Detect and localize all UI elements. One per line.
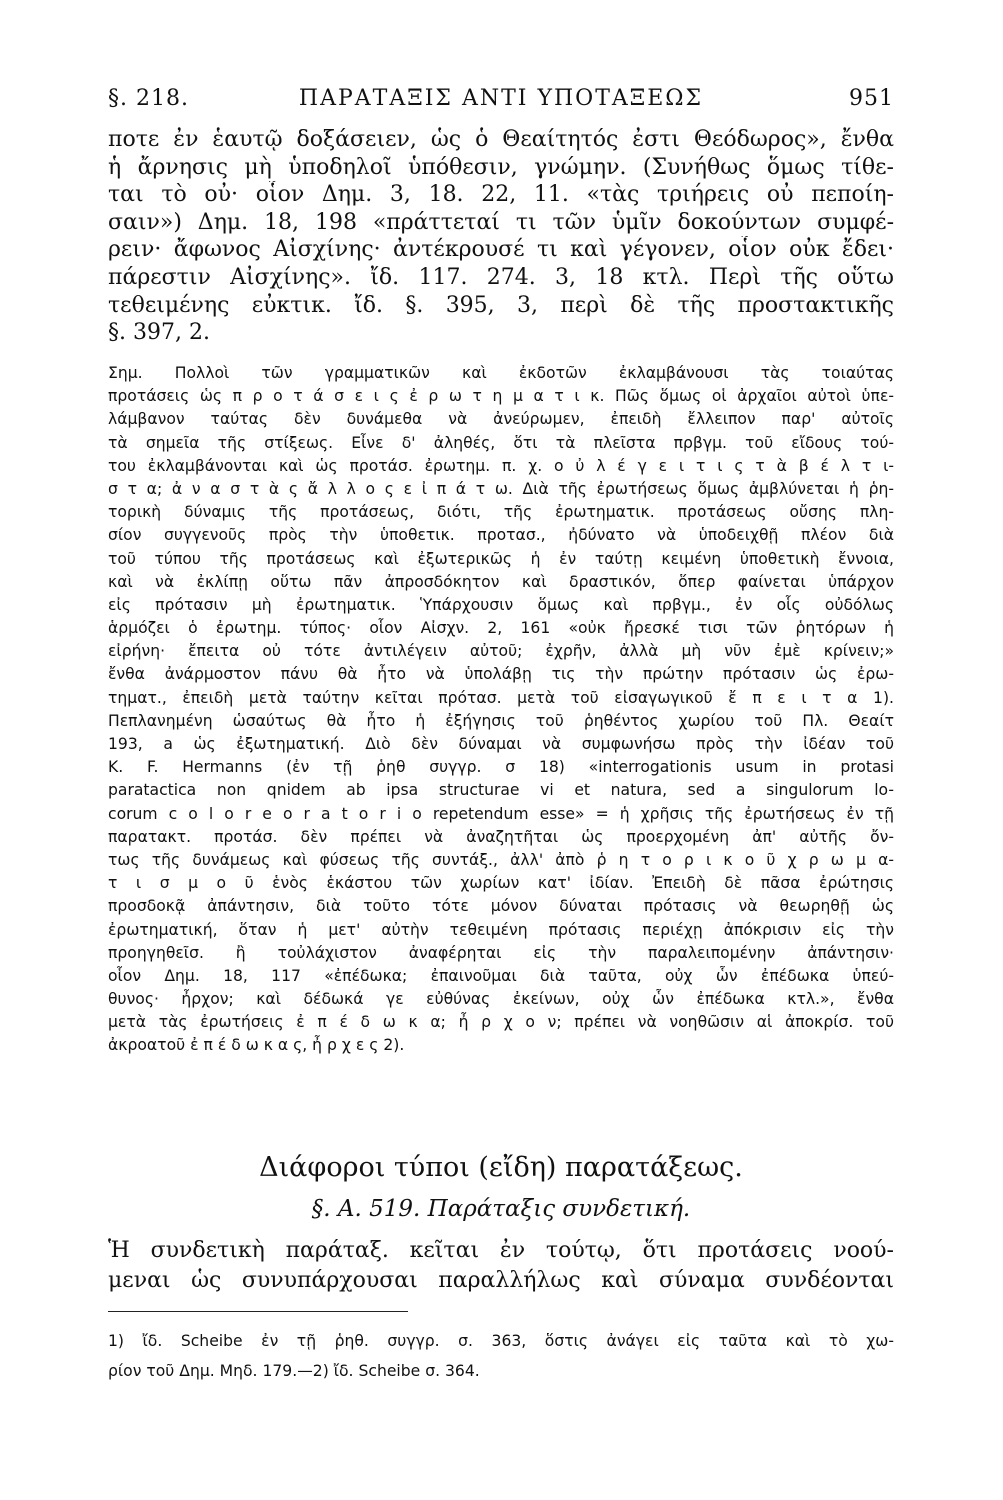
text-line: ται τὸ οὐ· οἷον Δημ. 3, 18. 22, 11. «τὰς τριήρεις οὐ πεποίη- [108, 182, 894, 208]
text-line: πάρεστιν Αἰσχίνης». ἴδ. 117. 274. 3, 18 κτλ. Περὶ τῆς οὕτω [108, 264, 894, 290]
note-line: προσδοκᾷ ἀπάντησιν, διὰ τοῦτο τότε μόνον δύναται πρότασις νὰ θεωρηθῇ ὡς [108, 897, 894, 916]
note-line: σ τ α; ἀ ν α σ τ ὰ ς ἄ λ λ ο ς ε ἰ π ά τ ω. Διὰ τῆς ἐρωτήσεως ὅμως ἀμβλύνεται ἡ ῥη- [108, 479, 894, 498]
text-line: §. 397, 2. [108, 320, 210, 346]
note-line: Πεπλανημένη ὡσαύτως θὰ ἦτο ἡ ἐξήγησις τοῦ ῥηθέντος χωρίου τοῦ Πλ. Θεαίτ [108, 711, 894, 730]
note-line: τορικὴ δύναμις τῆς προτάσεως, διότι, τῆς ἐρωτηματικ. προτάσεως οὔσης πλη- [108, 503, 894, 522]
note-line: του ἐκλαμβάνονται καὶ ὡς προτάσ. ἐρωτημ. π. χ. ο ὐ λ έ γ ε ι τ ι ς τ ὰ β έ λ τ ι- [108, 456, 894, 475]
note-line: σίον συγγενοῦς πρὸς τὴν ὑποθετικ. προτασ., ἠδύνατο νὰ ὑποδειχθῇ πλέον διὰ [108, 526, 894, 545]
main-text-block [108, 126, 894, 347]
page-number: 951 [849, 86, 894, 111]
note-line: τως τῆς δυνάμεως καὶ φύσεως τῆς συντάξ., ἀλλ' ἀπὸ ῥ η τ ο ρ ι κ ο ῦ χ ρ ω μ α- [108, 850, 894, 869]
running-title: ΠΑΡΑΤΑΞΙΣ ΑΝΤΙ ΥΠΟΤΑΞΕΩΣ [298, 86, 704, 111]
note-block [108, 362, 894, 1058]
note-line: μετὰ τὰς ἐρωτήσεις ἐ π έ δ ω κ α; ἦ ρ χ ο ν; πρέπει νὰ νοηθῶσιν αἱ ἀποκρίσ. τοῦ [108, 1013, 894, 1032]
note-line: τοῦ τύπου τῆς προτάσεως καὶ ἐξωτερικῶς ἡ ἐν ταύτῃ κειμένη ὑποθετικὴ ἔννοια, [108, 549, 894, 568]
text-line: Ἡ συνδετικὴ παράταξ. κεῖται ἐν τούτῳ, ὅτι προτάσεις νοού- [108, 1238, 894, 1263]
note-line: τὰ σημεῖα τῆς στίξεως. Εἶνε δ' ἀληθές, ὅτι τὰ πλεῖστα πρβγμ. τοῦ εἴδους τού- [108, 433, 894, 452]
note-line: παρατακτ. προτάσ. δὲν πρέπει νὰ ἀναζητῆται ὡς προερχομένη ἀπ' αὐτῆς ὄν- [108, 827, 894, 846]
running-header [108, 86, 894, 126]
note-line: K. F. Hermanns (ἐν τῇ ῥηθ συγγρ. σ 18) «interrogationis usum in protasi [108, 758, 894, 777]
footnote-divider [108, 1311, 408, 1312]
note-line: ἔνθα ἀνάρμοστον πάνυ θὰ ἦτο νὰ ὑπολάβῃ τις τὴν πρώτην πρότασιν ὡς ἐρω- [108, 665, 894, 684]
text-line: ἡ ἄρνησις μὴ ὑποδηλοῖ ὑπόθεσιν, γνώμην. (Συνήθως ὅμως τίθε- [108, 154, 894, 180]
text-line: μεναι ὡς συνυπάρχουσαι παραλλήλως καὶ σύναμα συνδέονται [108, 1268, 894, 1293]
note-line: εἰρήνη· ἔπειτα οὐ τότε ἀντιλέγειν αὐτοῦ; ἐχρῆν, ἀλλὰ μὴ νῦν ἐμὲ κρίνειν;» [108, 642, 894, 661]
note-line: ἐρωτηματική, ὅταν ἡ μετ' αὐτὴν τεθειμένη πρότασις περιέχῃ ἀπόκρισιν εἰς τὴν [108, 920, 894, 939]
footnote-line: ρίον τοῦ Δημ. Μηδ. 179.—2) ἴδ. Scheibe σ. 364. [108, 1362, 480, 1380]
note-line: ἀκροατοῦ ἐ π έ δ ω κ α ς, ἦ ρ χ ε ς 2). [108, 1036, 405, 1055]
note-line: εἰς πρότασιν μὴ ἐρωτηματικ. Ὑπάρχουσιν ὅμως καὶ πρβγμ., ἐν οἷς οὐδόλως [108, 595, 894, 614]
note-line: προηγηθεῖσ. ἢ τοὐλάχιστον ἀναφέρηται εἰς τὴν παραλειπομένην ἀπάντησιν· [108, 943, 894, 962]
section-number: §. 218. [108, 86, 189, 111]
chapter-heading: Διάφοροι τύποι (εἴδη) παρατάξεως. [259, 1152, 743, 1183]
note-line: οἷον Δημ. 18, 117 «ἐπέδωκα; ἐπαινοῦμαι διὰ ταῦτα, οὐχ ὧν ἐπέδωκα ὑπεύ- [108, 966, 894, 985]
note-line: Σημ. Πολλοὶ τῶν γραμματικῶν καὶ ἐκδοτῶν ἐκλαμβάνουσι τὰς τοιαύτας [108, 364, 894, 382]
note-line: ἁρμόζει ὁ ἐρωτημ. τύπος· οἷον Αἰσχν. 2, 161 «οὐκ ἤρεσκέ τισι τῶν ῥητόρων ἡ [108, 619, 894, 638]
text-line: τεθειμένης εὐκτικ. ἴδ. §. 395, 3, περὶ δὲ τῆς προστακτικῆς [108, 292, 894, 318]
note-line: 193, a ὡς ἐξωτηματική. Διὸ δὲν δύναμαι νὰ συμφωνήσω πρὸς τὴν ἰδέαν τοῦ [108, 735, 894, 753]
note-line: προτάσεις ὡς π ρ ο τ ά σ ε ι ς ἐ ρ ω τ η μ α τ ι κ. Πῶς ὅμως οἱ ἀρχαῖοι αὐτοὶ ὑπε- [108, 387, 894, 406]
section-heading: §. Α. 519. Παράταξις συνδετική. [311, 1196, 691, 1222]
section-body [108, 1236, 894, 1296]
footnotes [108, 1326, 894, 1386]
note-line: τηματ., ἐπειδὴ μετὰ ταύτην κεῖται πρότασ. μετὰ τοῦ εἰσαγωγικοῦ ἔ π ε ι τ α 1). [108, 688, 894, 707]
note-line: καὶ νὰ ἐκλίπῃ οὕτω πᾶν ἀπροσδόκητον καὶ δραστικόν, ὅπερ φαίνεται ὑπάρχον [108, 572, 894, 591]
footnote-line: 1) ἴδ. Scheibe ἐν τῇ ῥηθ. συγγρ. σ. 363, ὅστις ἀνάγει εἰς ταῦτα καὶ τὸ χω- [108, 1332, 894, 1350]
text-line: σαιν») Δημ. 18, 198 «πράττεταί τι τῶν ὑμῖν δοκούντων συμφέ- [108, 209, 894, 235]
note-line: τ ι σ μ ο ῦ ἑνὸς ἑκάστου τῶν χωρίων κατ' ἰδίαν. Ἐπειδὴ δὲ πᾶσα ἐρώτησις [108, 874, 894, 893]
text-line: ρειν· ἄφωνος Αἰσχίνης· ἀντέκρουσέ τι καὶ γέγονεν, οἷον οὐκ ἔδει· [108, 237, 894, 263]
note-line: λάμβανον ταύτας δὲν δυνάμεθα νὰ ἀνεύρωμεν, ἐπειδὴ ἔλλειπον παρ' αὐτοῖς [108, 410, 894, 429]
text-line: ποτε ἐν ἑαυτῷ δοξάσειεν, ὡς ὁ Θεαίτητός ἐστι Θεόδωρος», ἔνθα [108, 127, 894, 152]
note-line: θυνος· ἦρχον; καὶ δέδωκά γε εὐθύνας ἐκείνων, οὐχ ὧν ἐπέδωκα κτλ.», ἔνθα [108, 990, 894, 1009]
note-line: paratactica non qnidem ab ipsa structurae vi et natura, sed a singulorum lo- [108, 781, 894, 800]
note-line: corum c o l o r e o r a t o r i o repetendum esse» = ἡ χρῆσις τῆς ἐρωτήσεως ἐν τῇ [108, 804, 894, 823]
